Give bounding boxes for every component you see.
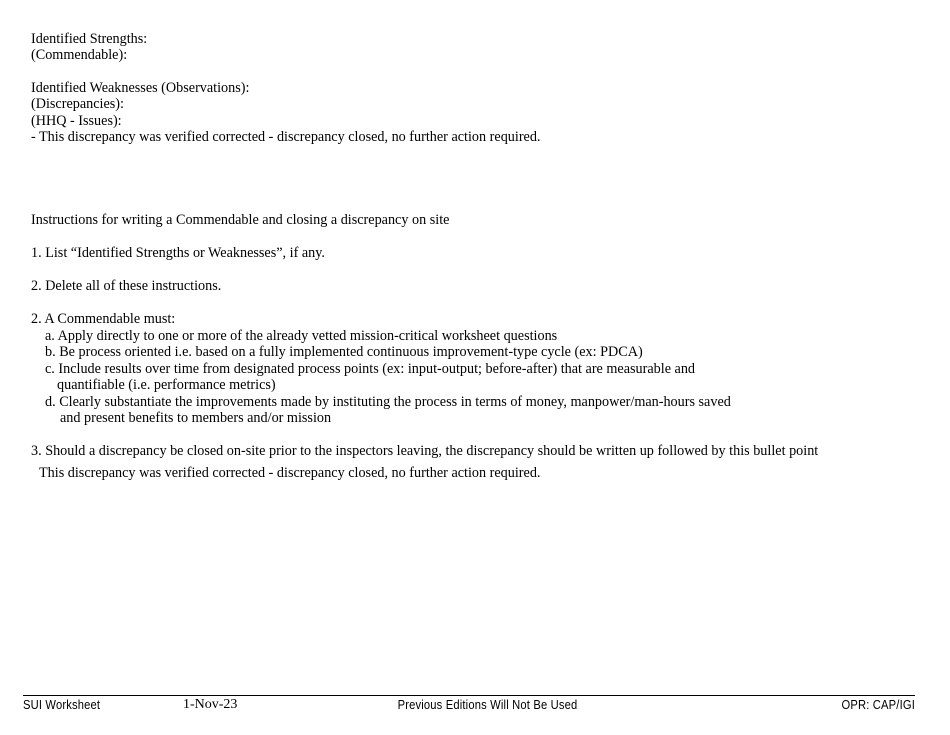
closed-discrepancy-bullet: - This discrepancy was verified corrected - discrepancy closed, no further action required.: [31, 129, 541, 145]
hhq-issues-label: (HHQ - Issues):: [31, 113, 122, 129]
criterion-a: a. Apply directly to one or more of the already vetted mission-critical worksheet questions: [45, 328, 558, 344]
footer-worksheet-name: SUI Worksheet: [23, 697, 101, 712]
footer-date: 1-Nov-23: [183, 697, 238, 712]
commendable-label: (Commendable):: [31, 47, 128, 63]
instructions-title: Instructions for writing a Commendable and closing a discrepancy on site: [31, 212, 450, 228]
footer-divider: [23, 695, 915, 696]
instruction-step-commendable: 2. A Commendable must:: [31, 311, 176, 327]
closing-statement: This discrepancy was verified corrected - discrepancy closed, no further action required.: [39, 465, 541, 481]
weaknesses-heading: Identified Weaknesses (Observations):: [31, 80, 250, 96]
criterion-c-continued: quantifiable (i.e. performance metrics): [57, 377, 276, 393]
instruction-step-close: 3. Should a discrepancy be closed on-site prior to the inspectors leaving, the discrepancy should be written up followed by this bullet point: [31, 443, 819, 459]
discrepancies-label: (Discrepancies):: [31, 96, 124, 112]
footer-opr: OPR: CAP/IGI: [841, 697, 915, 712]
criterion-d: d. Clearly substantiate the improvements made by instituting the process in terms of money, manpower/man-hours saved: [45, 394, 731, 410]
instruction-step-delete: 2. Delete all of these instructions.: [31, 278, 222, 294]
criterion-d-continued: and present benefits to members and/or mission: [60, 410, 332, 426]
instruction-step-list: 1. List “Identified Strengths or Weaknesses”, if any.: [31, 245, 325, 261]
criterion-b: b. Be process oriented i.e. based on a fully implemented continuous improvement-type cycle (ex: PDCA): [45, 344, 643, 360]
footer-notice: Previous Editions Will Not Be Used: [397, 697, 578, 712]
criterion-c: c. Include results over time from designated process points (ex: input-output; before-after) that are measurable and: [45, 361, 696, 377]
strengths-heading: Identified Strengths:: [31, 31, 148, 47]
